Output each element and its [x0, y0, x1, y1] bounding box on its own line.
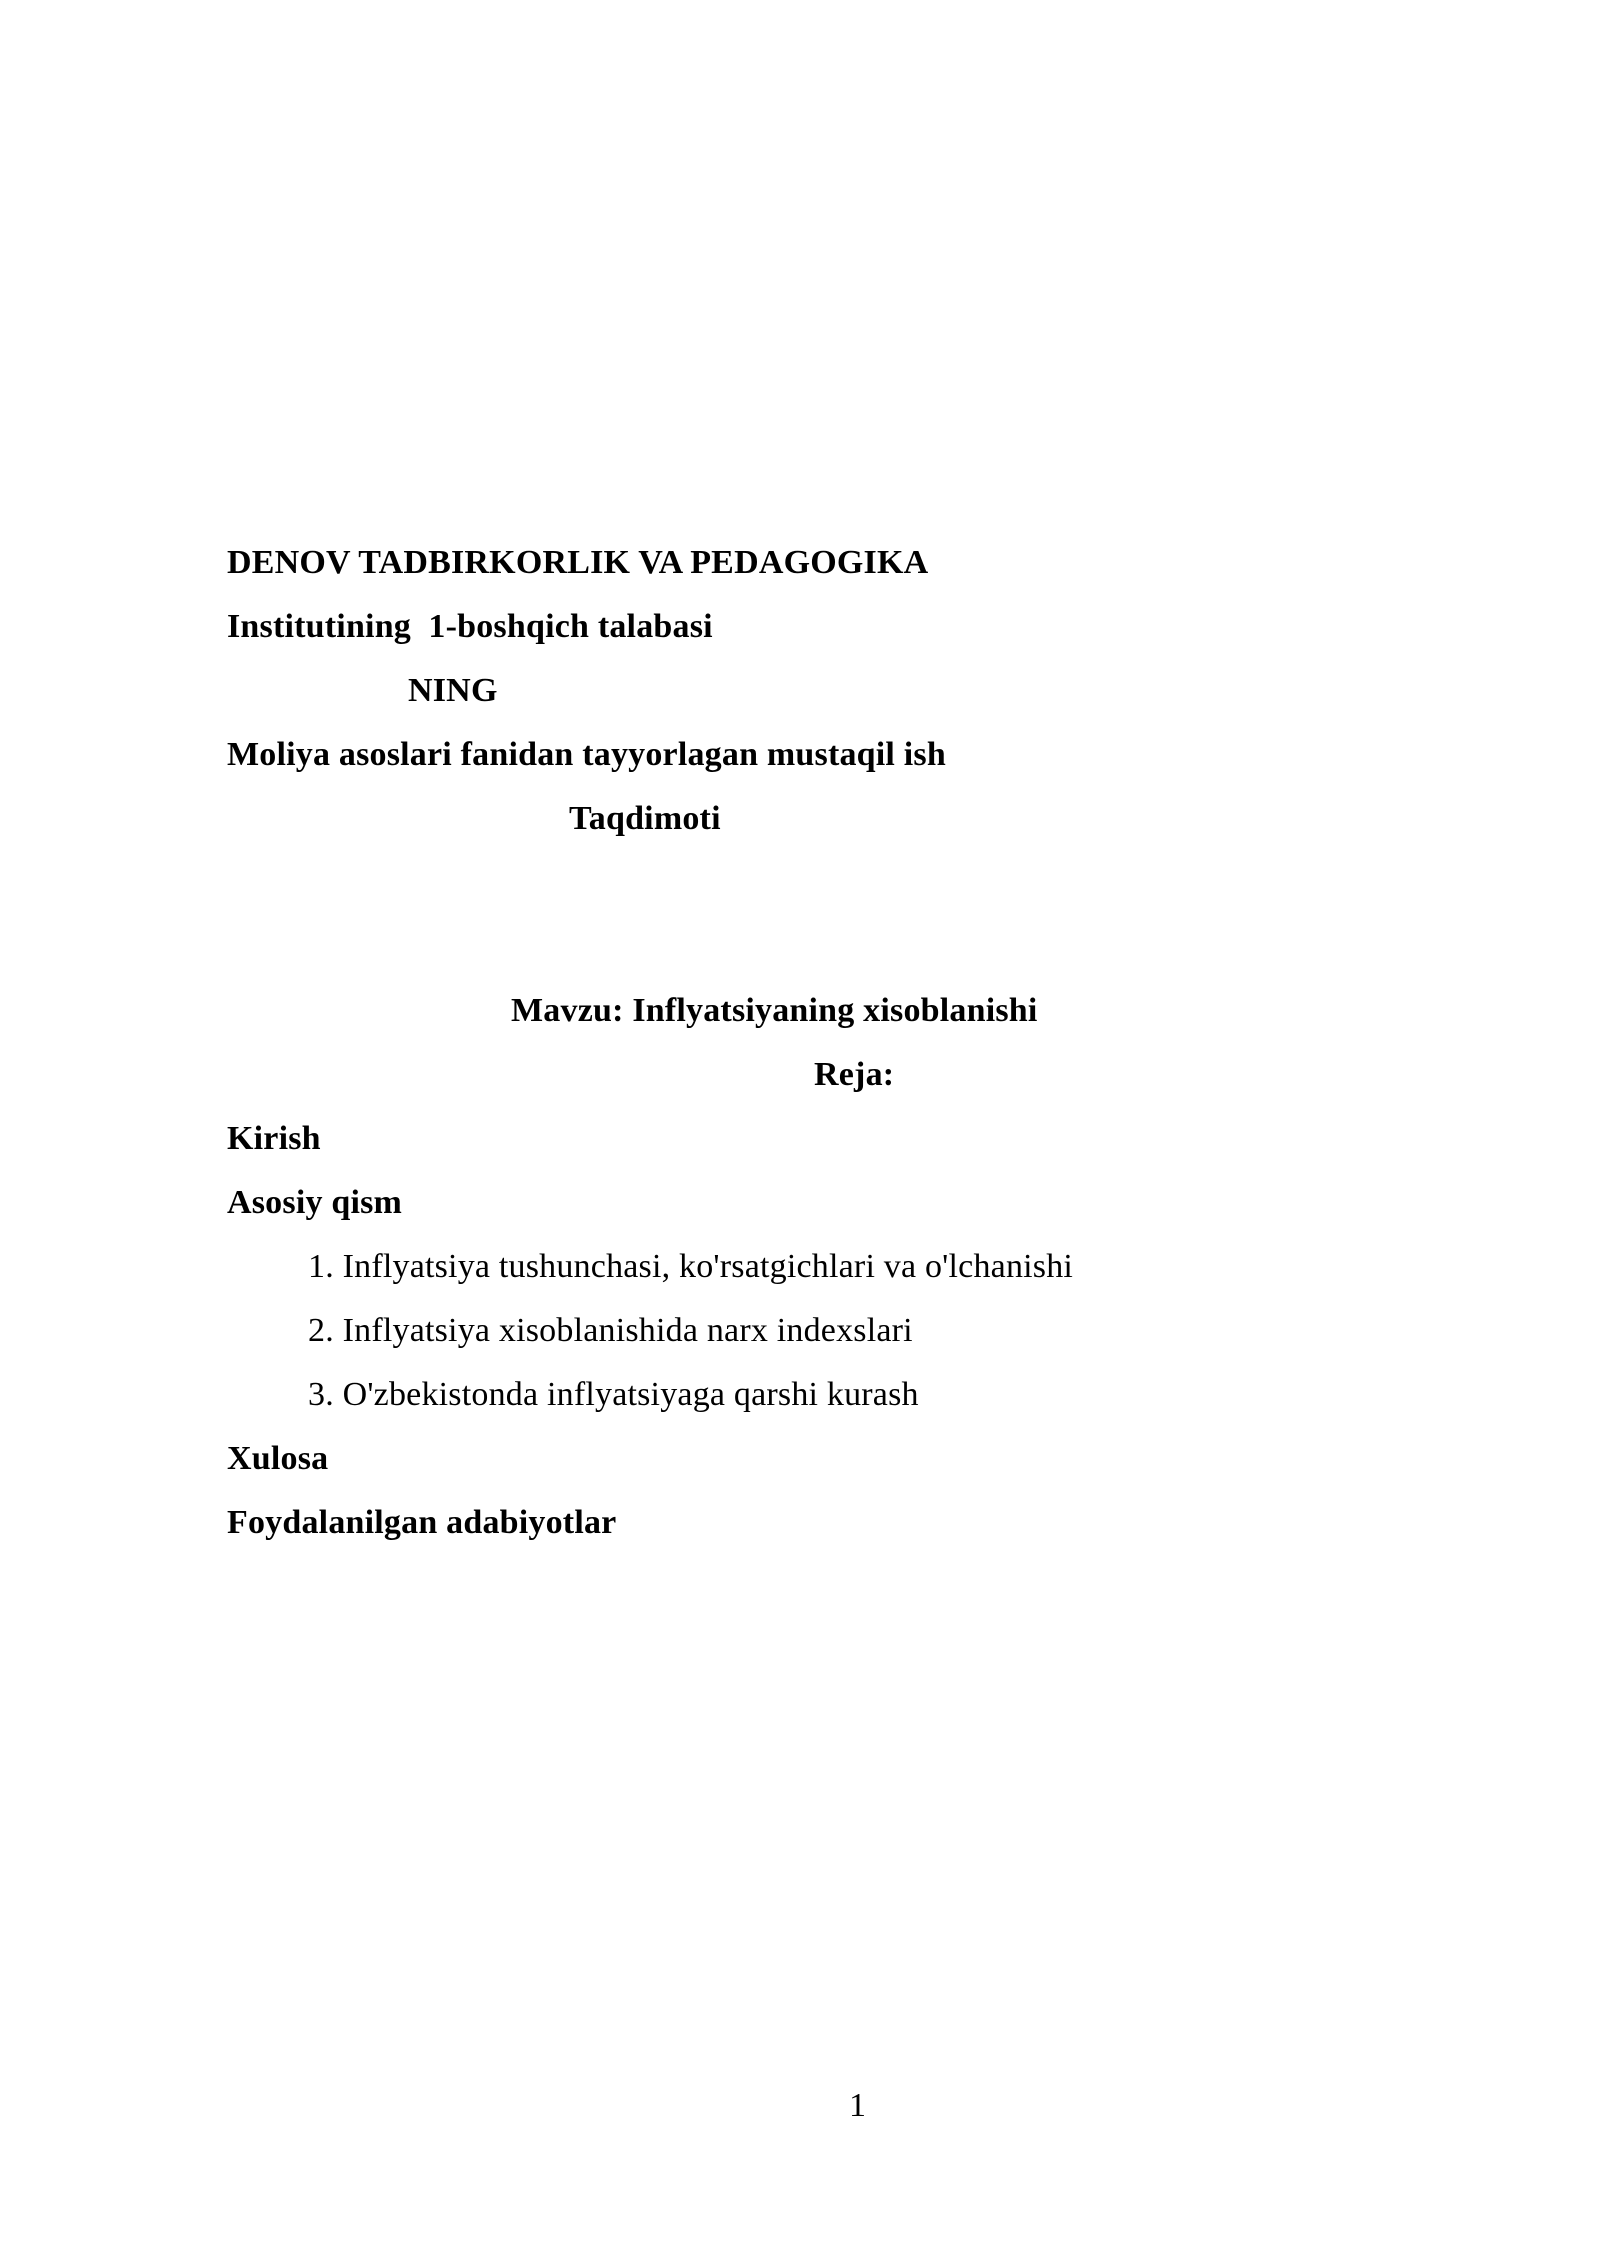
plan-heading: Reja:: [814, 1056, 895, 1093]
subject-line: Moliya asoslari fanidan tayyorlagan mustaqil ish: [227, 736, 946, 773]
presentation-line: Taqdimoti: [569, 800, 721, 837]
ning-line: NING: [408, 672, 498, 709]
outline-item-3: 3. O'zbekistonda inflyatsiyaga qarshi kurash: [308, 1376, 919, 1413]
outline-intro: Kirish: [227, 1120, 321, 1157]
blank-line: [227, 851, 1477, 915]
outline-references: Foydalanilgan adabiyotlar: [227, 1504, 617, 1541]
page-number: 1: [849, 2087, 866, 2124]
outline-main-part: Asosiy qism: [227, 1184, 403, 1221]
outline-item-1: 1. Inflyatsiya tushunchasi, ko'rsatgichlari va o'lchanishi: [308, 1248, 1074, 1285]
topic-title: Mavzu: Inflyatsiyaning xisoblanishi: [511, 992, 1038, 1029]
blank-line: [227, 915, 1477, 979]
outline-conclusion: Xulosa: [227, 1440, 329, 1477]
institution-title-line: DENOV TADBIRKORLIK VA PEDAGOGIKA: [227, 544, 929, 581]
outline-item-2: 2. Inflyatsiya xisoblanishida narx indexslari: [308, 1312, 913, 1349]
document-text-block: [227, 531, 1477, 1555]
institution-subtitle-line: Institutining 1-boshqich talabasi: [227, 608, 713, 645]
